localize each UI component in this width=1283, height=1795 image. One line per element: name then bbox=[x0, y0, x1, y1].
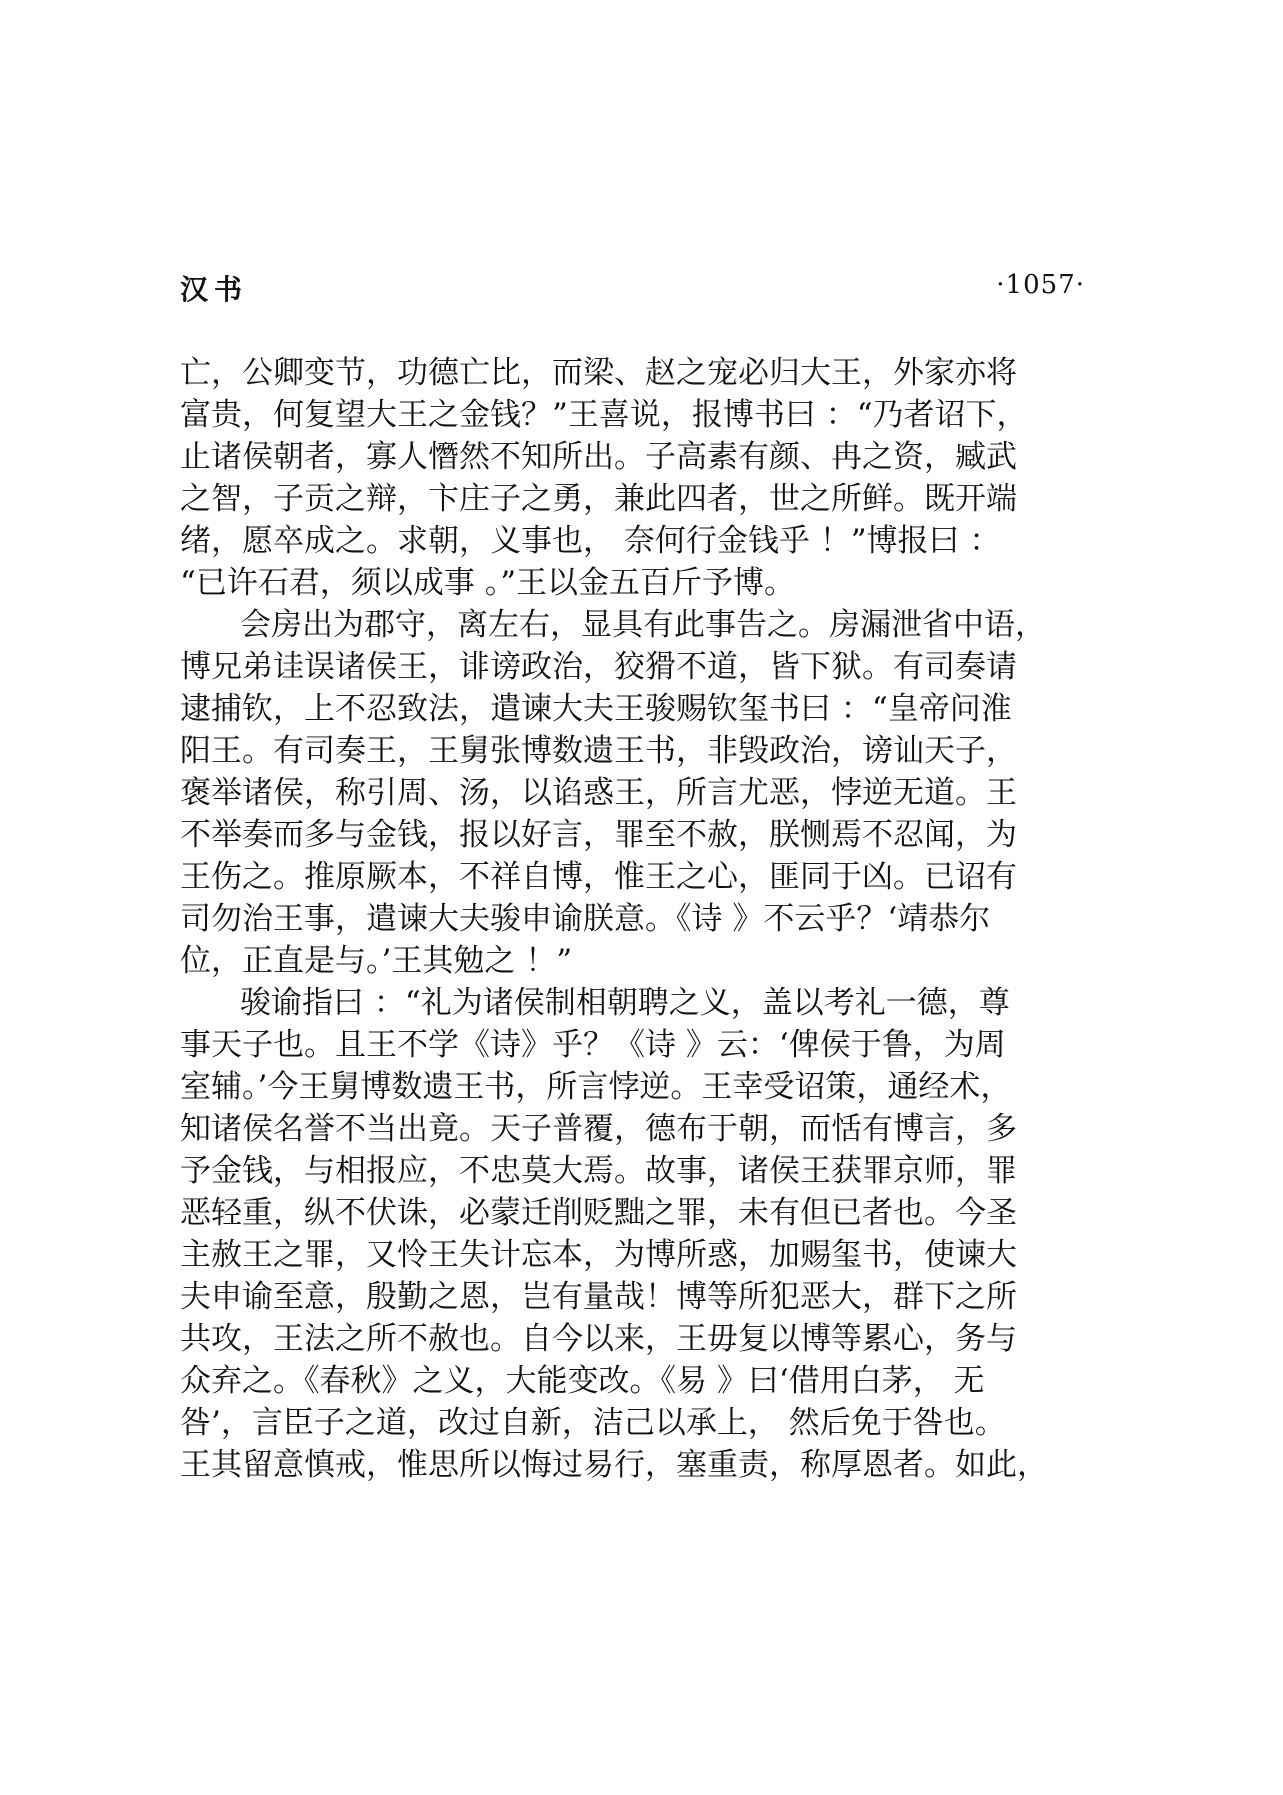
text-line: 主赦王之罪，又怜王失计忘本，为博所惑，加赐玺书，使谏大 bbox=[180, 1237, 1017, 1273]
text-line: 亡，公卿变节，功德亡比，而梁、赵之宠必归大王，外家亦将 bbox=[180, 355, 1017, 391]
text-line: 褒举诸侯，称引周、汤，以谄惑王，所言尤恶，悖逆无道。王 bbox=[180, 775, 1017, 811]
text-line: 不举奏而多与金钱，报以好言，罪至不赦，朕恻焉不忍闻，为 bbox=[180, 817, 1017, 853]
body-text bbox=[180, 352, 1085, 1486]
text-line: 咎’，言臣子之道，改过自新，洁己以承上， 然后免于咎也。 bbox=[180, 1405, 1006, 1441]
text-line: 富贵，何复望大王之金钱？”王喜说，报博书曰 ：“乃者诏下， bbox=[180, 397, 1028, 433]
text-line: 恶轻重，纵不伏诛，必蒙迁削贬黜之罪，未有但已者也。今圣 bbox=[180, 1195, 1017, 1231]
text-line: 逮捕钦，上不忍致法，遣谏大夫王骏赐钦玺书曰 ：“皇帝问淮 bbox=[180, 691, 1012, 727]
text-line: 共攻，王法之所不赦也。自今以来，王毋复以博等累心，务与 bbox=[180, 1321, 1017, 1357]
text-line: 予金钱，与相报应，不忠莫大焉。故事，诸侯王获罪京师，罪 bbox=[180, 1153, 1017, 1189]
text-line: 室辅。’今王舅博数遗王书，所言悖逆。王幸受诏策，通经术， bbox=[180, 1069, 1012, 1105]
text-line: 王伤之。推原厥本，不祥自博，惟王之心，匪同于凶。已诏有 bbox=[180, 859, 1017, 895]
text-line: 之智，子贡之辩，卞庄子之勇，兼此四者，世之所鲜。既开端 bbox=[180, 481, 1017, 517]
running-header bbox=[180, 268, 1085, 312]
text-line: 骏谕指曰 ：“礼为诸侯制相朝聘之义，盖以考礼一德，尊 bbox=[240, 985, 1010, 1021]
text-line: 阳王。有司奏王，王舅张博数遗王书，非毁政治，谤讪天子， bbox=[180, 733, 1017, 769]
text-line: 王其留意慎戒，惟思所以悔过易行，塞重责，称厚恩者。如此， bbox=[180, 1447, 1048, 1483]
text-line: 位，正直是与。’王其勉之 ！” bbox=[180, 943, 573, 979]
book-title: 汉书 bbox=[180, 273, 249, 306]
text-line: 博兄弟诖误诸侯王，诽谤政治，狡猾不道，皆下狱。有司奏请 bbox=[180, 649, 1017, 685]
text-line: 事天子也。且王不学《诗》乎？《诗 》云：‘俾侯于鲁，为周 bbox=[180, 1027, 1006, 1063]
text-line: 止诸侯朝者，寡人憯然不知所出。子高素有颜、冉之资，臧武 bbox=[180, 439, 1017, 475]
text-line: 司勿治王事，遣谏大夫骏申谕朕意。《诗 》不云乎？‘靖恭尔 bbox=[180, 901, 991, 937]
text-line: 知诸侯名誉不当出竟。天子普覆，德布于朝，而恬有博言，多 bbox=[180, 1111, 1017, 1147]
text-line: “已许石君，须以成事 。”王以金五百斤予博。 bbox=[180, 565, 796, 601]
text-line: 绪，愿卒成之。求朝，义事也， 奈何行金钱乎 ！”博报曰 ： bbox=[180, 523, 1001, 559]
text-line: 夫申谕至意，殷勤之恩，岂有量哉！博等所犯恶大，群下之所 bbox=[180, 1279, 1017, 1315]
text-line: 众弃之。《春秋》之义，大能变改。《易 》曰‘借用白茅， 无 bbox=[180, 1363, 985, 1399]
text-line: 会房出为郡守，离左右，显具有此事告之。房漏泄省中语， bbox=[240, 607, 1046, 643]
page-number: ·1057· bbox=[996, 270, 1085, 300]
